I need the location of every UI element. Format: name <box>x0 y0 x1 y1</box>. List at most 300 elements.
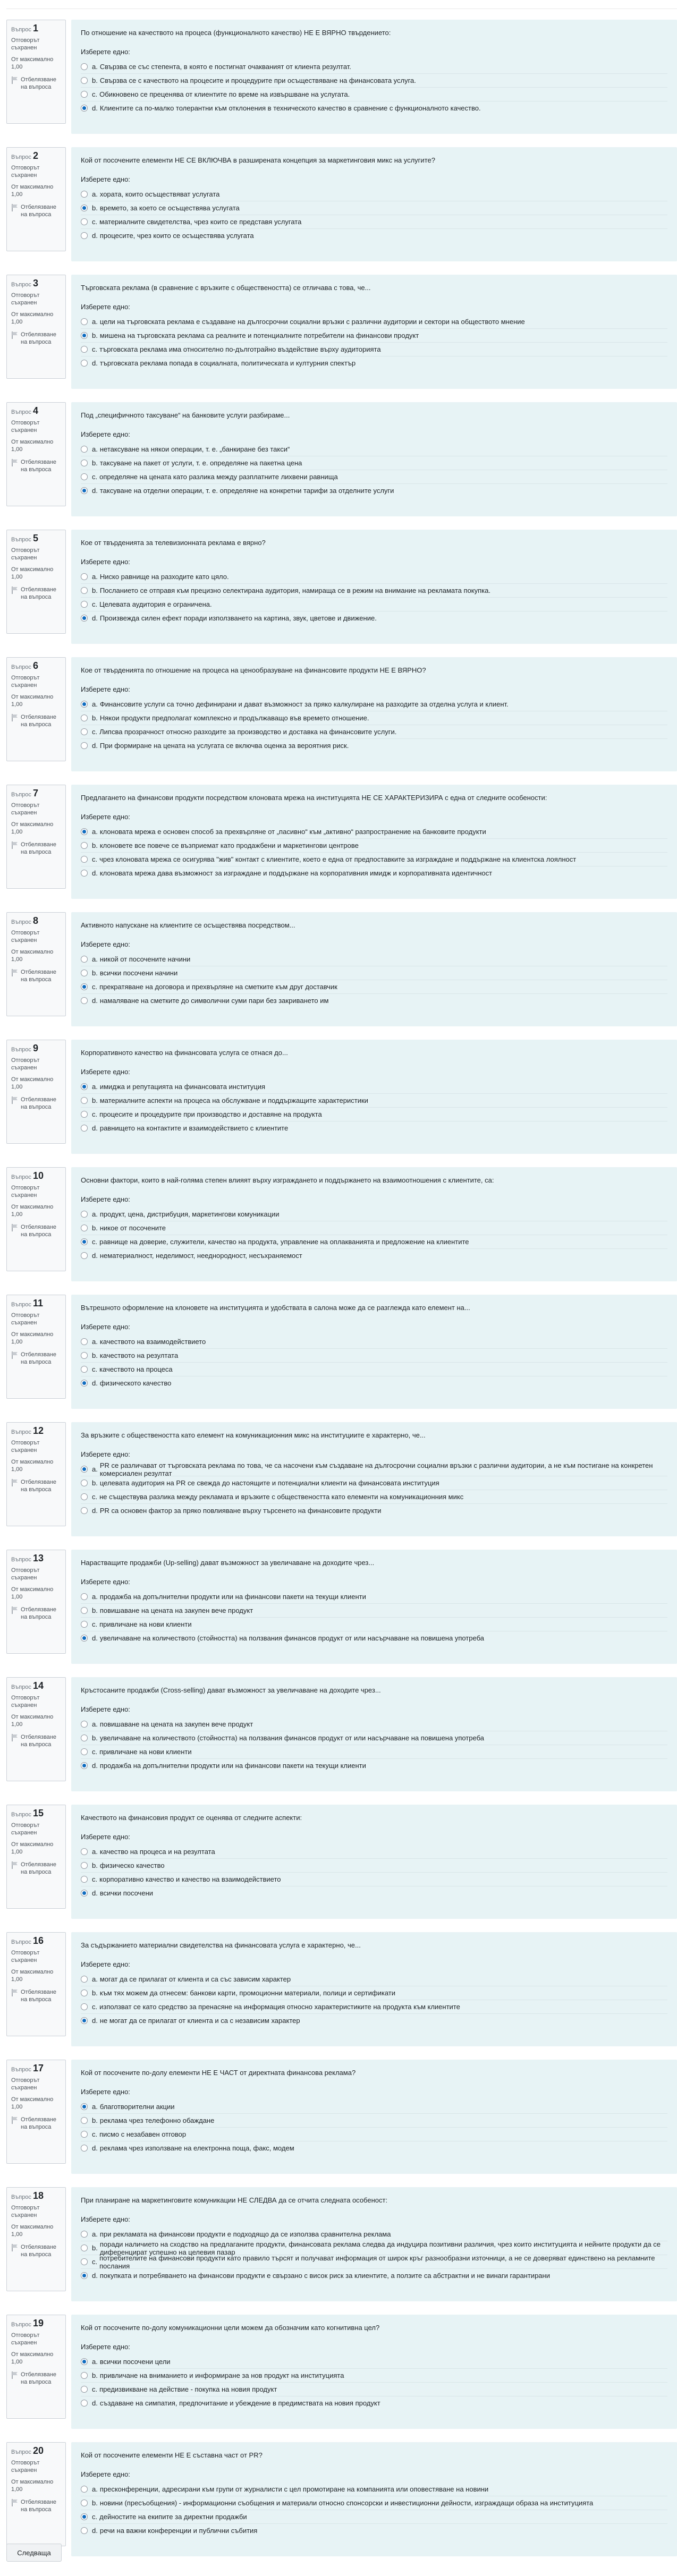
radio-button[interactable] <box>81 573 88 580</box>
answer-option[interactable] <box>81 1362 667 1376</box>
question-grade: От максимално 1,00 <box>11 1076 54 1090</box>
question-text: Кой от посочените по-долу елементи НЕ Е ЧАСТ от директната финансова реклама? <box>81 2069 356 2077</box>
option-text: целевата аудитория на PR се свежда до настоящите и потенциални клиенти на финансовата институция <box>99 1479 439 1487</box>
answer-option[interactable] <box>81 1973 667 1986</box>
answer-option[interactable] <box>81 611 667 625</box>
option-letter: b. <box>92 1606 98 1614</box>
radio-button[interactable] <box>81 728 88 735</box>
question-content <box>71 657 677 771</box>
option-text: предизвикване на действие - покупка на новия продукт <box>99 2385 277 2393</box>
answer-option[interactable] <box>81 1221 667 1235</box>
question-info <box>6 657 66 761</box>
radio-button[interactable] <box>81 601 88 608</box>
radio-button[interactable] <box>81 2486 88 2493</box>
option-letter: d. <box>92 487 98 495</box>
radio-button[interactable] <box>81 2017 88 2024</box>
radio-button[interactable] <box>81 232 88 239</box>
answer-option[interactable] <box>81 1080 667 1093</box>
question-content <box>71 1167 677 1281</box>
radio-button[interactable] <box>81 742 88 749</box>
question-number <box>11 2319 61 2328</box>
answer-option[interactable] <box>81 1503 667 1517</box>
answer-option[interactable] <box>81 1208 667 1221</box>
answer-option[interactable] <box>81 2013 667 2027</box>
answer-option[interactable] <box>81 2228 667 2241</box>
flag-question-link[interactable] <box>11 203 61 218</box>
flag-question-link[interactable] <box>11 2498 61 2513</box>
answer-option[interactable] <box>81 73 667 87</box>
radio-button[interactable] <box>81 1876 88 1883</box>
answer-option[interactable] <box>81 597 667 611</box>
question-content <box>71 2187 677 2301</box>
question-grade: От максимално 1,00 <box>11 2351 54 2365</box>
flag-question-link[interactable] <box>11 586 61 601</box>
question-label: Въпрос <box>11 2194 31 2200</box>
radio-button[interactable] <box>81 2231 88 2238</box>
answer-option[interactable] <box>81 1845 667 1858</box>
option-text: Произвежда силен ефект поради използването на картина, звук, цветове и движение. <box>99 614 377 622</box>
answer-options <box>81 953 667 1007</box>
radio-button[interactable] <box>81 1380 88 1387</box>
radio-button[interactable] <box>81 1211 88 1218</box>
radio-button[interactable] <box>81 1338 88 1345</box>
answer-option[interactable] <box>81 1617 667 1631</box>
radio-button[interactable] <box>81 983 88 990</box>
answer-option[interactable] <box>81 1590 667 1603</box>
answer-options <box>81 60 667 115</box>
question-info <box>6 402 66 506</box>
radio-button[interactable] <box>81 2527 88 2534</box>
answer-option[interactable] <box>81 1476 667 1490</box>
option-letter: a. <box>92 190 98 198</box>
option-letter: c. <box>92 2258 98 2266</box>
option-letter: b. <box>92 1734 98 1742</box>
answer-option[interactable] <box>81 2241 667 2255</box>
option-text: търговската реклама има относително по-дълготрайно въздействие върху аудиторията <box>99 345 381 353</box>
radio-button[interactable] <box>81 1252 88 1259</box>
radio-button[interactable] <box>81 1607 88 1614</box>
flag-question-link[interactable] <box>11 2243 61 2258</box>
option-letter: a. <box>92 1338 98 1346</box>
answer-option[interactable] <box>81 1631 667 1645</box>
answer-option[interactable] <box>81 2000 667 2013</box>
question-grade: От максимално 1,00 <box>11 566 54 580</box>
answer-option[interactable] <box>81 315 667 328</box>
radio-button[interactable] <box>81 2400 88 2407</box>
radio-button[interactable] <box>81 997 88 1004</box>
radio-button[interactable] <box>81 828 88 835</box>
radio-button[interactable] <box>81 473 88 480</box>
radio-button[interactable] <box>81 1976 88 1983</box>
flag-question-link[interactable] <box>11 1478 61 1493</box>
answer-option[interactable] <box>81 738 667 752</box>
answer-option[interactable] <box>81 2510 667 2523</box>
radio-button[interactable] <box>81 1762 88 1769</box>
question-label: Въпрос <box>11 1557 31 1563</box>
option-text: Клиентите са по-малко толерантни към отклонения в техническото качество в сравнение с функционалното качество. <box>99 104 481 112</box>
flag-question-link[interactable] <box>11 1861 61 1876</box>
question-number-value: 7 <box>32 788 38 798</box>
answer-option[interactable] <box>81 188 667 201</box>
option-letter: b. <box>92 76 98 84</box>
answer-prompt: Изберете едно: <box>81 430 130 438</box>
answer-option[interactable] <box>81 2483 667 2496</box>
radio-button[interactable] <box>81 1366 88 1373</box>
flag-label: Отбелязване на въпроса <box>21 76 56 90</box>
option-letter: a. <box>92 955 98 963</box>
option-letter: c. <box>92 90 98 98</box>
radio-button[interactable] <box>81 1890 88 1897</box>
question-text: Корпоративното качество на финансовата услуга се отнася до... <box>81 1049 288 1057</box>
answer-option[interactable] <box>81 1376 667 1390</box>
question-content <box>71 2442 677 2556</box>
option-letter: a. <box>92 1975 98 1983</box>
flag-question-link[interactable] <box>11 1606 61 1621</box>
question-text: Активното напускане на клиентите се осъществява посредством... <box>81 921 295 929</box>
option-text: продукт, цена, дистрибуция, маркетингови комуникации <box>99 1210 280 1218</box>
radio-button[interactable] <box>81 2117 88 2124</box>
answer-option[interactable] <box>81 583 667 597</box>
flag-question-link[interactable] <box>11 1988 61 2003</box>
question-info <box>6 1295 66 1399</box>
question-status: Отговорът съхранен <box>11 2332 40 2346</box>
flag-icon <box>11 1606 19 1614</box>
answer-option[interactable] <box>81 1758 667 1772</box>
radio-button[interactable] <box>81 615 88 622</box>
option-text: PR се различават от търговската реклама по това, че са насочени към създаване на дългосрочни социални връзки с различни аудитории, а не към постигане на конкретен комерсиален резултат <box>99 1461 653 1477</box>
answer-option[interactable] <box>81 470 667 483</box>
flag-question-link[interactable] <box>11 1351 61 1366</box>
radio-button[interactable] <box>81 487 88 494</box>
answer-option[interactable] <box>81 1745 667 1758</box>
answer-option[interactable] <box>81 725 667 738</box>
radio-button[interactable] <box>81 191 88 198</box>
answer-option[interactable] <box>81 2100 667 2113</box>
next-page-button[interactable]: Следваща <box>6 2544 62 2562</box>
answer-option[interactable] <box>81 966 667 980</box>
radio-button[interactable] <box>81 1111 88 1118</box>
question-list <box>6 20 677 2556</box>
answer-option[interactable] <box>81 2523 667 2537</box>
radio-button[interactable] <box>81 1635 88 1642</box>
option-letter: b. <box>92 841 98 849</box>
answer-option[interactable] <box>81 2113 667 2127</box>
answer-option[interactable] <box>81 698 667 711</box>
flag-label: Отбелязване на въпроса <box>21 1989 56 2003</box>
answer-option[interactable] <box>81 993 667 1007</box>
question-number <box>11 1682 61 1691</box>
answer-option[interactable] <box>81 101 667 115</box>
answer-option[interactable] <box>81 1335 667 1348</box>
question-label: Въпрос <box>11 1684 31 1690</box>
option-text: нетаксуване на някои операции, т. е. „банкиране без такси“ <box>99 445 290 453</box>
answer-option[interactable] <box>81 1463 667 1476</box>
answer-option[interactable] <box>81 2396 667 2410</box>
option-text: всички посочени начини <box>99 969 178 977</box>
question-grade: От максимално 1,00 <box>11 1714 54 1728</box>
flag-label: Отбелязване на въпроса <box>21 1351 56 1365</box>
radio-button[interactable] <box>81 1466 88 1473</box>
flag-question-link[interactable] <box>11 968 61 983</box>
flag-icon <box>11 458 19 467</box>
radio-button[interactable] <box>81 446 88 453</box>
answer-prompt: Изберете едно: <box>81 1068 130 1076</box>
answer-prompt: Изберете едно: <box>81 2343 130 2351</box>
flag-question-link[interactable] <box>11 2116 61 2131</box>
answer-options <box>81 188 667 242</box>
question-number-value: 10 <box>32 1170 44 1181</box>
radio-button[interactable] <box>81 1083 88 1090</box>
option-letter: b. <box>92 2244 98 2252</box>
radio-button[interactable] <box>81 77 88 84</box>
answer-option[interactable] <box>81 980 667 993</box>
answer-option[interactable] <box>81 342 667 356</box>
question-status: Отговорът съхранен <box>11 1950 40 1963</box>
question-text: По отношение на качеството на процеса (функционалното качество) НЕ Е ВЯРНО твърдението: <box>81 29 391 37</box>
option-text: новини (пресъобщения) - информационни съобщения и материали относно спонсорски и инвестиционни дейности, изграждащи образа на институцията <box>99 2499 594 2507</box>
radio-button[interactable] <box>81 1848 88 1855</box>
flag-question-link[interactable] <box>11 2371 61 2386</box>
radio-button[interactable] <box>81 1990 88 1996</box>
answer-option[interactable] <box>81 866 667 880</box>
option-letter: c. <box>92 218 98 226</box>
answer-option[interactable] <box>81 852 667 866</box>
answer-option[interactable] <box>81 1093 667 1107</box>
radio-button[interactable] <box>81 63 88 70</box>
radio-button[interactable] <box>81 318 88 325</box>
radio-button[interactable] <box>81 360 88 367</box>
answer-option[interactable] <box>81 1886 667 1900</box>
answer-option[interactable] <box>81 953 667 966</box>
radio-button[interactable] <box>81 1735 88 1741</box>
question-info <box>6 2442 66 2546</box>
radio-button[interactable] <box>81 205 88 211</box>
option-letter: d. <box>92 1379 98 1387</box>
question-number <box>11 2192 61 2201</box>
answer-option[interactable] <box>81 215 667 228</box>
radio-button[interactable] <box>81 2500 88 2506</box>
answer-option[interactable] <box>81 570 667 583</box>
flag-question-link[interactable] <box>11 841 61 856</box>
question-number-value: 14 <box>32 1680 44 1691</box>
answer-option[interactable] <box>81 60 667 73</box>
radio-button[interactable] <box>81 2272 88 2279</box>
answer-option[interactable] <box>81 483 667 497</box>
option-letter: b. <box>92 1479 98 1487</box>
question-grade: От максимално 1,00 <box>11 694 54 708</box>
answer-option[interactable] <box>81 2255 667 2268</box>
radio-button[interactable] <box>81 856 88 863</box>
radio-button[interactable] <box>81 1621 88 1628</box>
option-letter: b. <box>92 714 98 722</box>
radio-button[interactable] <box>81 870 88 877</box>
radio-button[interactable] <box>81 1593 88 1600</box>
answer-option[interactable] <box>81 1858 667 1872</box>
flag-icon <box>11 331 19 339</box>
option-letter: a. <box>92 1848 98 1856</box>
answer-options <box>81 570 667 625</box>
radio-button[interactable] <box>81 2131 88 2138</box>
radio-button[interactable] <box>81 2258 88 2265</box>
answer-option[interactable] <box>81 825 667 838</box>
question-content <box>71 147 677 261</box>
flag-icon <box>11 2371 19 2379</box>
option-letter: a. <box>92 2103 98 2111</box>
radio-button[interactable] <box>81 1238 88 1245</box>
answer-option[interactable] <box>81 1121 667 1135</box>
radio-button[interactable] <box>81 2386 88 2393</box>
radio-button[interactable] <box>81 1721 88 1728</box>
question-text: Предлагането на финансови продукти посредством клоновата мрежа на институцията НЕ СЕ ХАРАКТЕРИЗИРА с една от следните особености: <box>81 794 547 802</box>
radio-button[interactable] <box>81 1480 88 1486</box>
flag-question-link[interactable] <box>11 331 61 346</box>
flag-question-link[interactable] <box>11 76 61 91</box>
question-status: Отговорът съхранен <box>11 2460 40 2473</box>
flag-label: Отбелязване на въпроса <box>21 1479 56 1493</box>
answer-option[interactable] <box>81 1872 667 1886</box>
option-text: При формиране на цената на услугата се включва оценка за вероятния риск. <box>99 742 349 750</box>
answer-option[interactable] <box>81 356 667 370</box>
question-status: Отговорът съхранен <box>11 2077 40 2091</box>
flag-question-link[interactable] <box>11 458 61 473</box>
answer-option[interactable] <box>81 456 667 470</box>
answer-prompt: Изберете едно: <box>81 2470 130 2478</box>
question-status: Отговорът съхранен <box>11 547 40 561</box>
option-text: качеството на резултата <box>99 1351 179 1359</box>
flag-question-link[interactable] <box>11 1096 61 1111</box>
answer-option[interactable] <box>81 2268 667 2282</box>
question-text: При планиране на маркетинговите комуникации НЕ СЛЕДВА да се отчита следната особеност: <box>81 2196 388 2204</box>
option-text: покупката и потребяването на финансови продукти е свързано с висок риск за клиентите, а ползите са абстрактни и не винаги гарантирани <box>99 2272 550 2280</box>
radio-button[interactable] <box>81 1352 88 1359</box>
answer-options <box>81 2483 667 2537</box>
flag-label: Отбелязване на въпроса <box>21 1861 56 1875</box>
question <box>6 2315 677 2429</box>
radio-button[interactable] <box>81 587 88 594</box>
radio-button[interactable] <box>81 842 88 849</box>
answer-option[interactable] <box>81 1731 667 1745</box>
radio-button[interactable] <box>81 105 88 112</box>
flag-icon <box>11 1733 19 1742</box>
answer-option[interactable] <box>81 228 667 242</box>
radio-button[interactable] <box>81 1097 88 1104</box>
radio-button[interactable] <box>81 218 88 225</box>
answer-option[interactable] <box>81 838 667 852</box>
question <box>6 785 677 899</box>
flag-icon <box>11 1351 19 1359</box>
answer-option[interactable] <box>81 2127 667 2141</box>
option-letter: d. <box>92 742 98 750</box>
radio-button[interactable] <box>81 2513 88 2520</box>
answer-option[interactable] <box>81 1603 667 1617</box>
option-text: клоновете все повече се възприемат като продажбени и маркетингови центрове <box>99 841 359 849</box>
answer-option[interactable] <box>81 2368 667 2382</box>
radio-button[interactable] <box>81 2245 88 2251</box>
question-text: Кое от твърденията за телевизионната реклама е вярно? <box>81 539 266 547</box>
answer-option[interactable] <box>81 328 667 342</box>
question-info <box>6 1677 66 1781</box>
flag-question-link[interactable] <box>11 1733 61 1748</box>
question-text: Кой от посочените елементи НЕ Е съставна част от PR? <box>81 2451 263 2459</box>
radio-button[interactable] <box>81 1493 88 1500</box>
answer-option[interactable] <box>81 2141 667 2155</box>
option-letter: d. <box>92 997 98 1005</box>
option-letter: b. <box>92 204 98 212</box>
radio-button[interactable] <box>81 2003 88 2010</box>
flag-question-link[interactable] <box>11 713 61 728</box>
answer-option[interactable] <box>81 1248 667 1262</box>
answer-prompt: Изберете едно: <box>81 2088 130 2096</box>
answer-option[interactable] <box>81 1986 667 2000</box>
question-status: Отговорът съхранен <box>11 292 40 306</box>
radio-button[interactable] <box>81 1748 88 1755</box>
answer-option[interactable] <box>81 711 667 725</box>
option-text: качеството на процеса <box>99 1365 173 1373</box>
option-letter: a. <box>92 828 98 836</box>
radio-button[interactable] <box>81 715 88 721</box>
question-number <box>11 2447 61 2456</box>
answer-option[interactable] <box>81 1490 667 1503</box>
answer-option[interactable] <box>81 1107 667 1121</box>
radio-button[interactable] <box>81 346 88 353</box>
option-letter: a. <box>92 1465 98 1473</box>
option-text: клоновата мрежа е основен способ за прехвърляне от „пасивно“ към „активно“ разпространение на банковите продукти <box>99 828 486 836</box>
option-text: поради наличието на сходство на предлаганите продукти, финансовата реклама следва да индуцира позитивни различия, чрез които институцията и нейните продукти да се диференцират успешно на целевия пазар <box>99 2240 661 2256</box>
question-status: Отговорът съхранен <box>11 420 40 433</box>
answer-option[interactable] <box>81 2355 667 2368</box>
radio-button[interactable] <box>81 2145 88 2152</box>
option-text: продажба на допълнителни продукти или на финансови пакети на текущи клиенти <box>99 1593 366 1601</box>
question <box>6 1550 677 1664</box>
option-text: реклама чрез използване на електронна поща, факс, модем <box>99 2144 294 2152</box>
answer-option[interactable] <box>81 2382 667 2396</box>
option-letter: a. <box>92 1210 98 1218</box>
question-content <box>71 530 677 644</box>
answer-prompt: Изберете едно: <box>81 175 130 183</box>
question-number <box>11 789 61 798</box>
radio-button[interactable] <box>81 1225 88 1231</box>
option-text: PR са основен фактор за пряко повлияване върху търсенето на финансовите продукти <box>99 1507 382 1515</box>
radio-button[interactable] <box>81 460 88 466</box>
radio-button[interactable] <box>81 2103 88 2110</box>
radio-button[interactable] <box>81 701 88 708</box>
radio-button[interactable] <box>81 91 88 98</box>
radio-button[interactable] <box>81 956 88 963</box>
question-label: Въпрос <box>11 282 31 288</box>
radio-button[interactable] <box>81 332 88 339</box>
radio-button[interactable] <box>81 1125 88 1132</box>
radio-button[interactable] <box>81 2358 88 2365</box>
answer-option[interactable] <box>81 1718 667 1731</box>
answer-option[interactable] <box>81 87 667 101</box>
answer-option[interactable] <box>81 201 667 215</box>
answer-prompt: Изберете едно: <box>81 813 130 821</box>
question-content <box>71 1040 677 1154</box>
answer-option[interactable] <box>81 1348 667 1362</box>
answer-option[interactable] <box>81 1235 667 1248</box>
question-number-value: 17 <box>32 2063 44 2073</box>
radio-button[interactable] <box>81 1862 88 1869</box>
flag-question-link[interactable] <box>11 1223 61 1238</box>
answer-option[interactable] <box>81 443 667 456</box>
radio-button[interactable] <box>81 1507 88 1514</box>
radio-button[interactable] <box>81 2372 88 2379</box>
answer-option[interactable] <box>81 2496 667 2510</box>
question-number-value: 6 <box>32 660 38 671</box>
question-info <box>6 1422 66 1526</box>
radio-button[interactable] <box>81 970 88 976</box>
flag-label: Отбелязване на въпроса <box>21 2116 56 2130</box>
